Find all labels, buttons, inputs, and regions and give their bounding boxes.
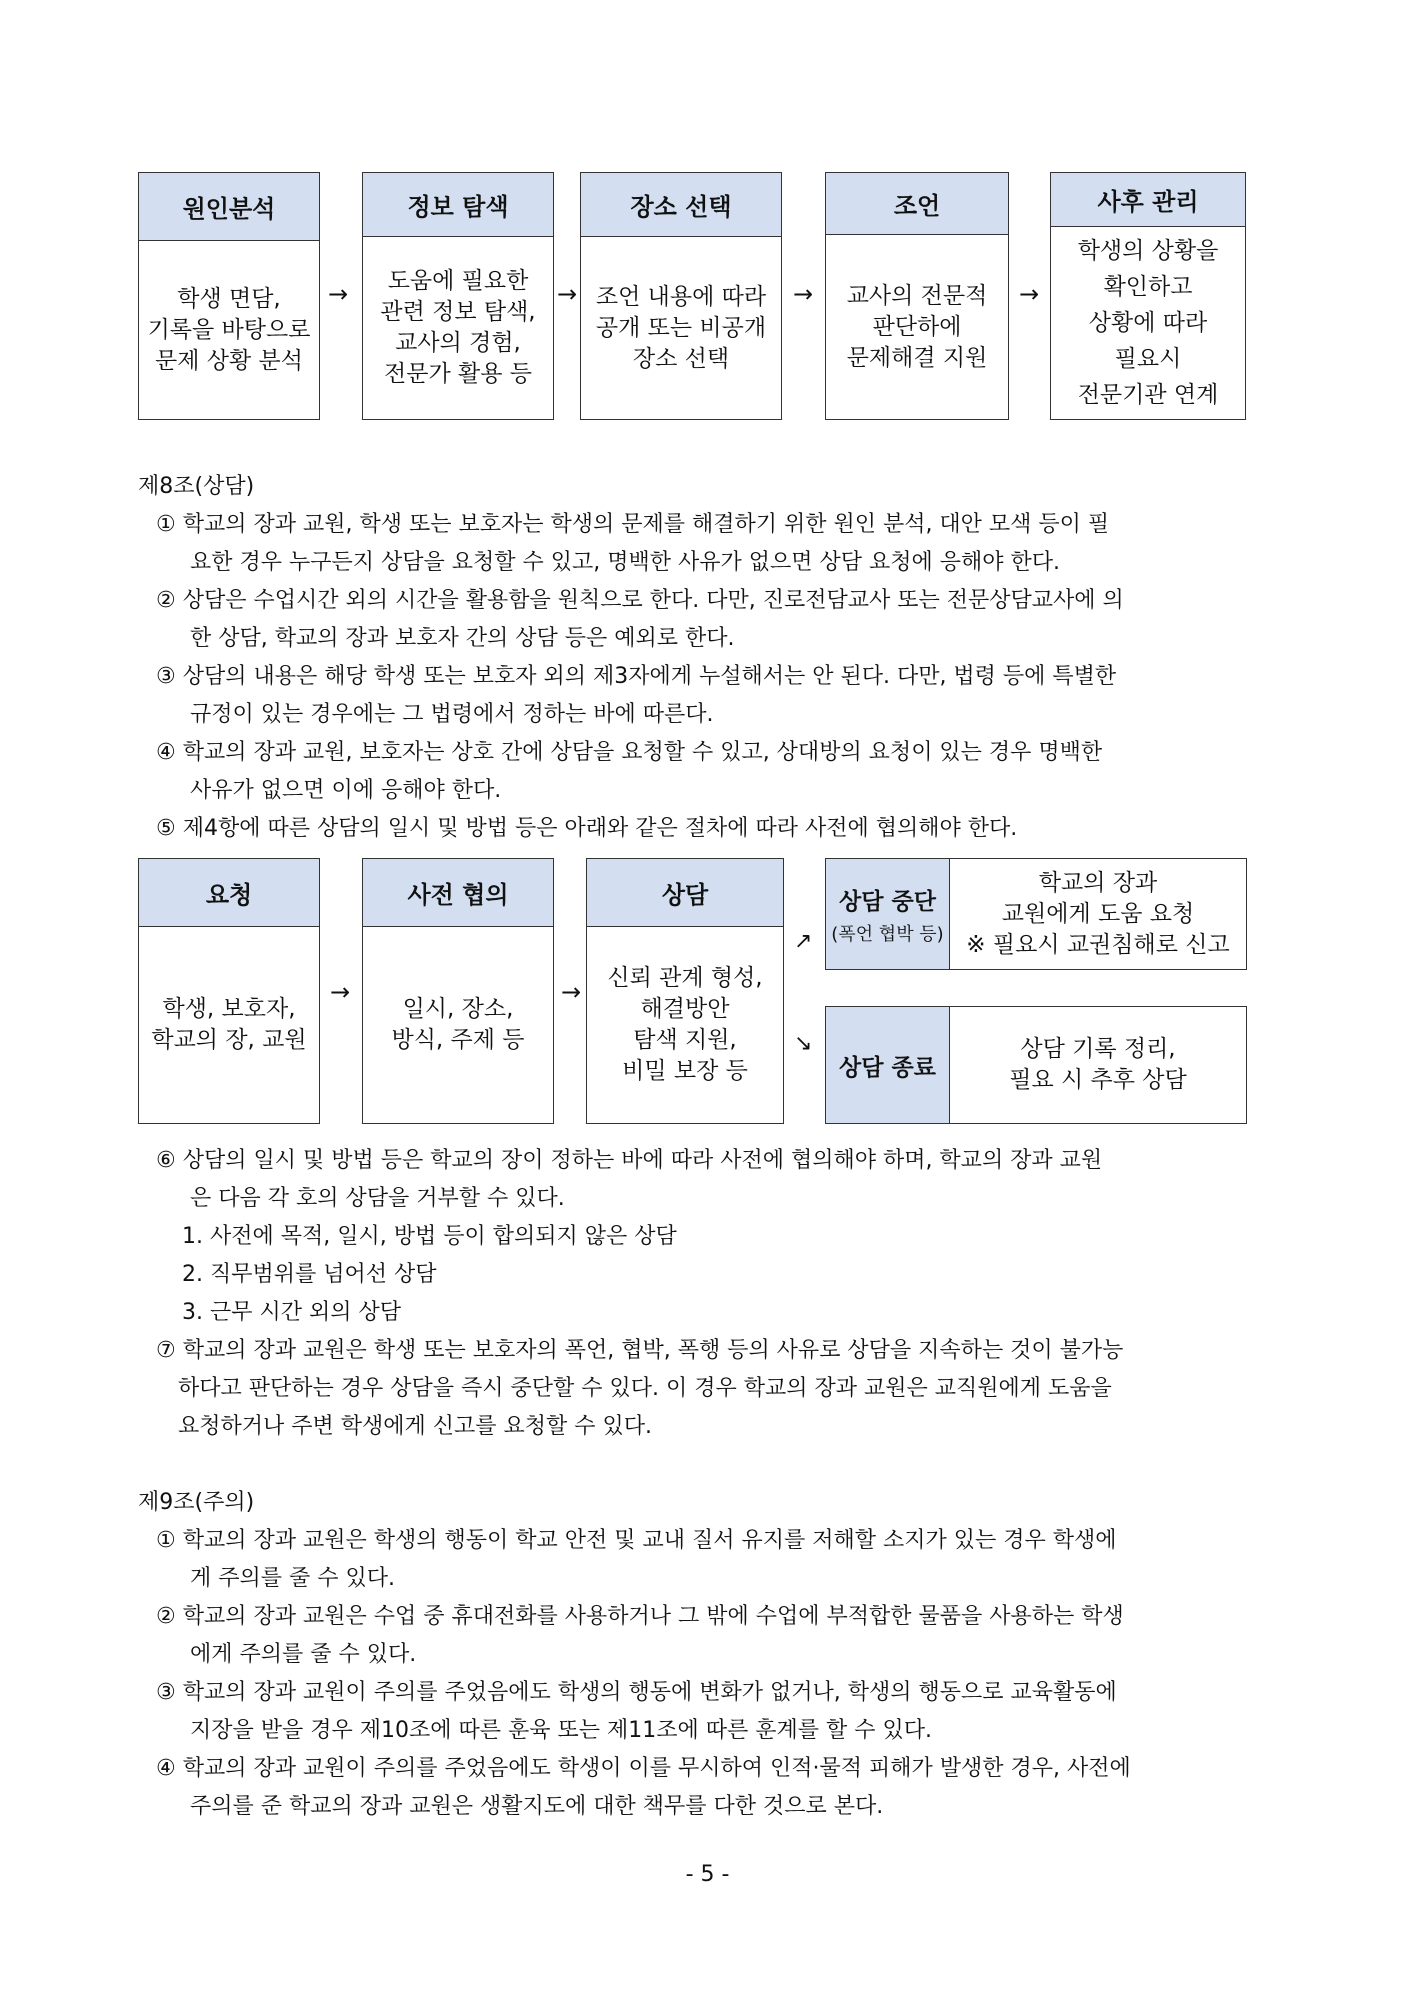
article-8-title: 제8조(상담) — [138, 474, 255, 499]
paragraph-line: ③ 상담의 내용은 해당 학생 또는 보호자 외의 제3자에게 누설해서는 안 된다. 다만, 법령 등에 특별한 — [156, 664, 1117, 689]
flow1-step-header: 원인분석 — [139, 173, 319, 241]
paragraph-line: 사유가 없으면 이에 응해야 한다. — [190, 778, 502, 803]
outcome-body: 학교의 장과 교원에게 도움 요청 ※ 필요시 교권침해로 신고 — [966, 869, 1230, 958]
outcome-header — [826, 859, 950, 969]
paragraph-line: ⑤ 제4항에 따른 상담의 일시 및 방법 등은 아래와 같은 절차에 따라 사전에 협의해야 한다. — [156, 816, 1018, 841]
flow2-step-pre-consultation — [362, 858, 554, 1124]
paragraph-line: 게 주의를 줄 수 있다. — [190, 1566, 395, 1591]
right-arrow-icon: → — [557, 280, 578, 308]
flow1-step-info-search — [362, 172, 554, 420]
paragraph-line: ① 학교의 장과 교원, 학생 또는 보호자는 학생의 문제를 해결하기 위한 원인 분석, 대안 모색 등이 필 — [156, 512, 1110, 537]
up-right-arrow-icon: ↗ — [794, 929, 813, 954]
paragraph-line: ② 상담은 수업시간 외의 시간을 활용함을 원칙으로 한다. 다만, 진로전담교사 또는 전문상담교사에 의 — [156, 588, 1124, 613]
flow2-outcome-end — [825, 1006, 1247, 1124]
paragraph-line: 요청하거나 주변 학생에게 신고를 요청할 수 있다. — [178, 1414, 652, 1439]
flow2-step-header: 사전 협의 — [363, 859, 553, 927]
flow1-step-body: 교사의 전문적 판단하에 문제해결 지원 — [846, 282, 988, 371]
paragraph-line: 지장을 받을 경우 제10조에 따른 훈육 또는 제11조에 따른 훈계를 할 수 있다. — [190, 1718, 932, 1743]
page-number: - 5 - — [685, 1862, 730, 1887]
paragraph-line: ③ 학교의 장과 교원이 주의를 주었음에도 학생의 행동에 변화가 없거나, 학생의 행동으로 교육활동에 — [156, 1680, 1117, 1705]
flow2-step-counseling — [586, 858, 784, 1124]
paragraph-line: ⑦ 학교의 장과 교원은 학생 또는 보호자의 폭언, 협박, 폭행 등의 사유로 상담을 지속하는 것이 불가능 — [156, 1338, 1124, 1363]
flow1-step-header: 사후 관리 — [1051, 173, 1245, 227]
flow2-step-request — [138, 858, 320, 1124]
paragraph-line: ② 학교의 장과 교원은 수업 중 휴대전화를 사용하거나 그 밖에 수업에 부적합한 물품을 사용하는 학생 — [156, 1604, 1124, 1629]
right-arrow-icon: → — [793, 280, 814, 308]
flow2-step-header: 요청 — [139, 859, 319, 927]
paragraph-line: ① 학교의 장과 교원은 학생의 행동이 학교 안전 및 교내 질서 유지를 저해할 소지가 있는 경우 학생에 — [156, 1528, 1117, 1553]
flow1-step-cause-analysis — [138, 172, 320, 420]
paragraph-line: 은 다음 각 호의 상담을 거부할 수 있다. — [190, 1186, 565, 1211]
outcome-title: 상담 중단 — [839, 888, 936, 915]
flow1-step-body: 학생 면담, 기록을 바탕으로 문제 상황 분석 — [147, 285, 311, 374]
flow1-step-body: 조언 내용에 따라 공개 또는 비공개 장소 선택 — [595, 283, 767, 372]
flow1-step-header: 정보 탐색 — [363, 173, 553, 237]
paragraph-line: ⑥ 상담의 일시 및 방법 등은 학교의 장이 정하는 바에 따라 사전에 협의해야 하며, 학교의 장과 교원 — [156, 1148, 1103, 1173]
down-right-arrow-icon: ↘ — [794, 1031, 813, 1056]
right-arrow-icon: → — [561, 978, 582, 1006]
flow1-step-follow-up — [1050, 172, 1246, 420]
right-arrow-icon: → — [328, 280, 349, 308]
flow1-step-header: 장소 선택 — [581, 173, 781, 237]
flow1-step-advice — [825, 172, 1009, 420]
paragraph-line: 한 상담, 학교의 장과 보호자 간의 상담 등은 예외로 한다. — [190, 626, 735, 651]
paragraph-line: ④ 학교의 장과 교원, 보호자는 상호 간에 상담을 요청할 수 있고, 상대방의 요청이 있는 경우 명백한 — [156, 740, 1103, 765]
flow2-step-body: 학생, 보호자, 학교의 장, 교원 — [151, 996, 307, 1053]
paragraph-line: 하다고 판단하는 경우 상담을 즉시 중단할 수 있다. 이 경우 학교의 장과 교원은 교직원에게 도움을 — [178, 1376, 1112, 1401]
right-arrow-icon: → — [330, 978, 351, 1006]
flow1-step-body: 도움에 필요한 관련 정보 탐색, 교사의 경험, 전문가 활용 등 — [380, 268, 536, 387]
flow1-step-header: 조언 — [826, 173, 1008, 235]
outcome-body: 상담 기록 정리, 필요 시 추후 상담 — [1009, 1036, 1187, 1093]
paragraph-line: 주의를 준 학교의 장과 교원은 생활지도에 대한 책무를 다한 것으로 본다. — [190, 1794, 884, 1819]
flow2-step-body: 일시, 장소, 방식, 주제 등 — [391, 996, 525, 1053]
flow2-step-body: 신뢰 관계 형성, 해결방안 탐색 지원, 비밀 보장 등 — [607, 965, 763, 1084]
paragraph-line: 요한 경우 누구든지 상담을 요청할 수 있고, 명백한 사유가 없으면 상담 요청에 응해야 한다. — [190, 550, 1060, 575]
paragraph-line: ④ 학교의 장과 교원이 주의를 주었음에도 학생이 이를 무시하여 인적·물적 피해가 발생한 경우, 사전에 — [156, 1756, 1131, 1781]
flow1-step-place-selection — [580, 172, 782, 420]
outcome-header — [826, 1007, 950, 1123]
flow1-step-body: 학생의 상황을 확인하고 상황에 따라 필요시 전문기관 연계 — [1077, 238, 1219, 408]
outcome-title: 상담 종료 — [839, 1054, 936, 1081]
outcome-subtitle: (폭언 협박 등) — [831, 923, 944, 945]
right-arrow-icon: → — [1019, 280, 1040, 308]
paragraph-line: 에게 주의를 줄 수 있다. — [190, 1642, 417, 1667]
flow2-outcome-stop — [825, 858, 1247, 970]
paragraph-line: 3. 근무 시간 외의 상담 — [182, 1300, 401, 1325]
flow2-step-header: 상담 — [587, 859, 783, 927]
paragraph-line: 2. 직무범위를 넘어선 상담 — [182, 1262, 437, 1287]
paragraph-line: 1. 사전에 목적, 일시, 방법 등이 합의되지 않은 상담 — [182, 1224, 677, 1249]
paragraph-line: 규정이 있는 경우에는 그 법령에서 정하는 바에 따른다. — [190, 702, 714, 727]
article-9-title: 제9조(주의) — [138, 1490, 255, 1515]
